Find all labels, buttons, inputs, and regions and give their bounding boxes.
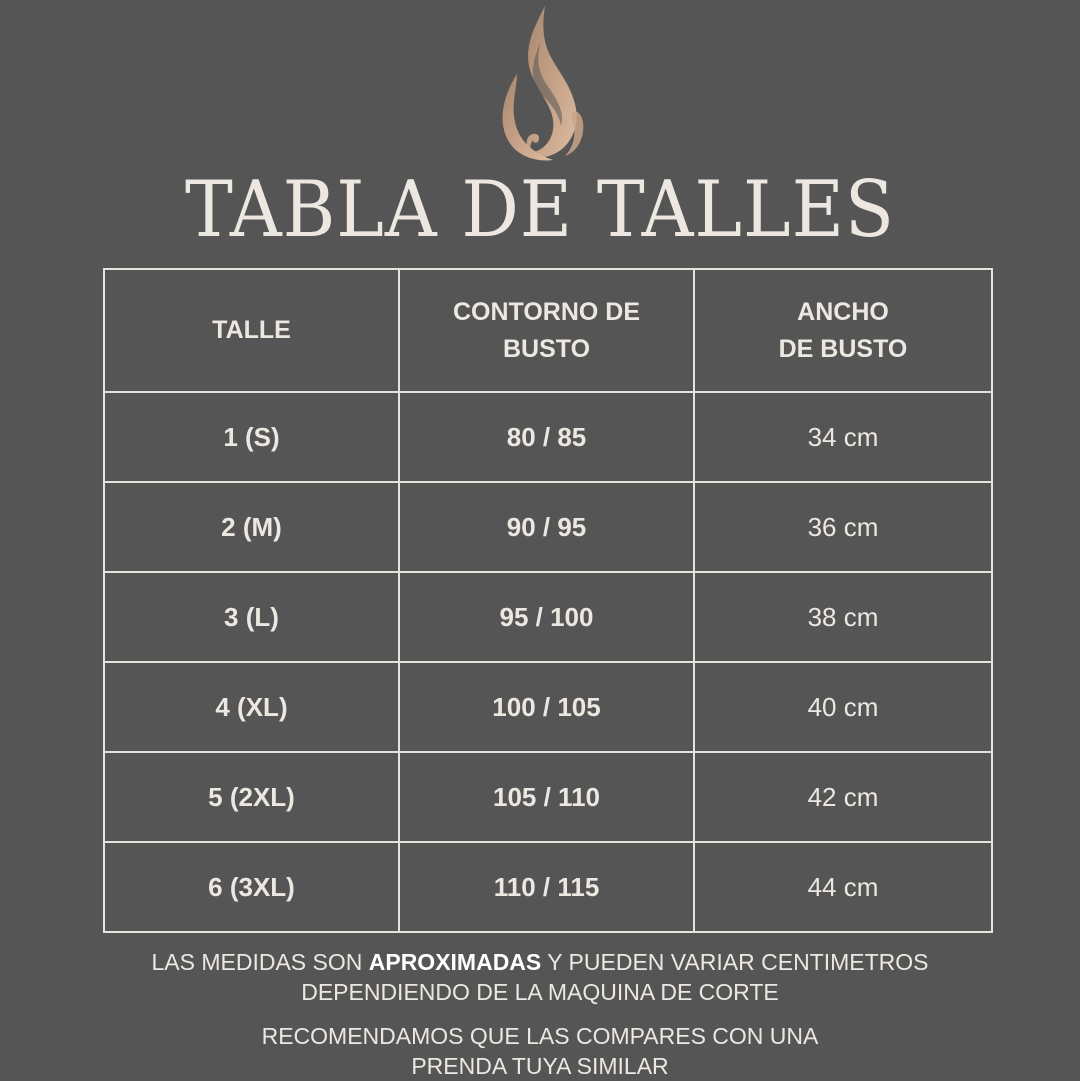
size-table xyxy=(103,268,993,933)
ancho-cell: 44 cm xyxy=(694,842,992,932)
table-row xyxy=(104,482,992,572)
talle-cell: 3 (L) xyxy=(104,572,399,662)
talle-cell: 1 (S) xyxy=(104,392,399,482)
ancho-cell: 40 cm xyxy=(694,662,992,752)
recommendation-note xyxy=(0,1021,1080,1081)
table-row xyxy=(104,752,992,842)
ancho-cell: 34 cm xyxy=(694,392,992,482)
table-header-row xyxy=(104,269,992,392)
flame-icon xyxy=(495,4,587,162)
contorno-cell: 100 / 105 xyxy=(399,662,694,752)
page-title: TABLA DE TALLES xyxy=(185,165,895,255)
contorno-cell: 80 / 85 xyxy=(399,392,694,482)
talle-cell: 4 (XL) xyxy=(104,662,399,752)
disclaimer-line-1: LAS MEDIDAS SON APROXIMADAS Y PUEDEN VARIAR CENTIMETROS xyxy=(151,949,929,975)
table-row xyxy=(104,572,992,662)
table-row xyxy=(104,662,992,752)
table-row xyxy=(104,842,992,932)
column-header-contorno: CONTORNO DE BUSTO xyxy=(399,269,694,392)
talle-cell: 2 (M) xyxy=(104,482,399,572)
ancho-cell: 42 cm xyxy=(694,752,992,842)
column-header-talle: TALLE xyxy=(104,269,399,392)
recommendation-line-1: RECOMENDAMOS QUE LAS COMPARES CON UNA xyxy=(261,1023,819,1049)
contorno-cell: 110 / 115 xyxy=(399,842,694,932)
talle-cell: 6 (3XL) xyxy=(104,842,399,932)
ancho-cell: 38 cm xyxy=(694,572,992,662)
aproximadas-emphasis: APROXIMADAS xyxy=(368,949,542,975)
disclaimer-note xyxy=(0,947,1080,1007)
table-row xyxy=(104,392,992,482)
ancho-cell: 36 cm xyxy=(694,482,992,572)
column-header-ancho: ANCHO DE BUSTO xyxy=(694,269,992,392)
disclaimer-line-2: DEPENDIENDO DE LA MAQUINA DE CORTE xyxy=(301,979,779,1005)
contorno-cell: 90 / 95 xyxy=(399,482,694,572)
contorno-cell: 105 / 110 xyxy=(399,752,694,842)
contorno-cell: 95 / 100 xyxy=(399,572,694,662)
talle-cell: 5 (2XL) xyxy=(104,752,399,842)
recommendation-line-2: PRENDA TUYA SIMILAR xyxy=(411,1053,669,1079)
